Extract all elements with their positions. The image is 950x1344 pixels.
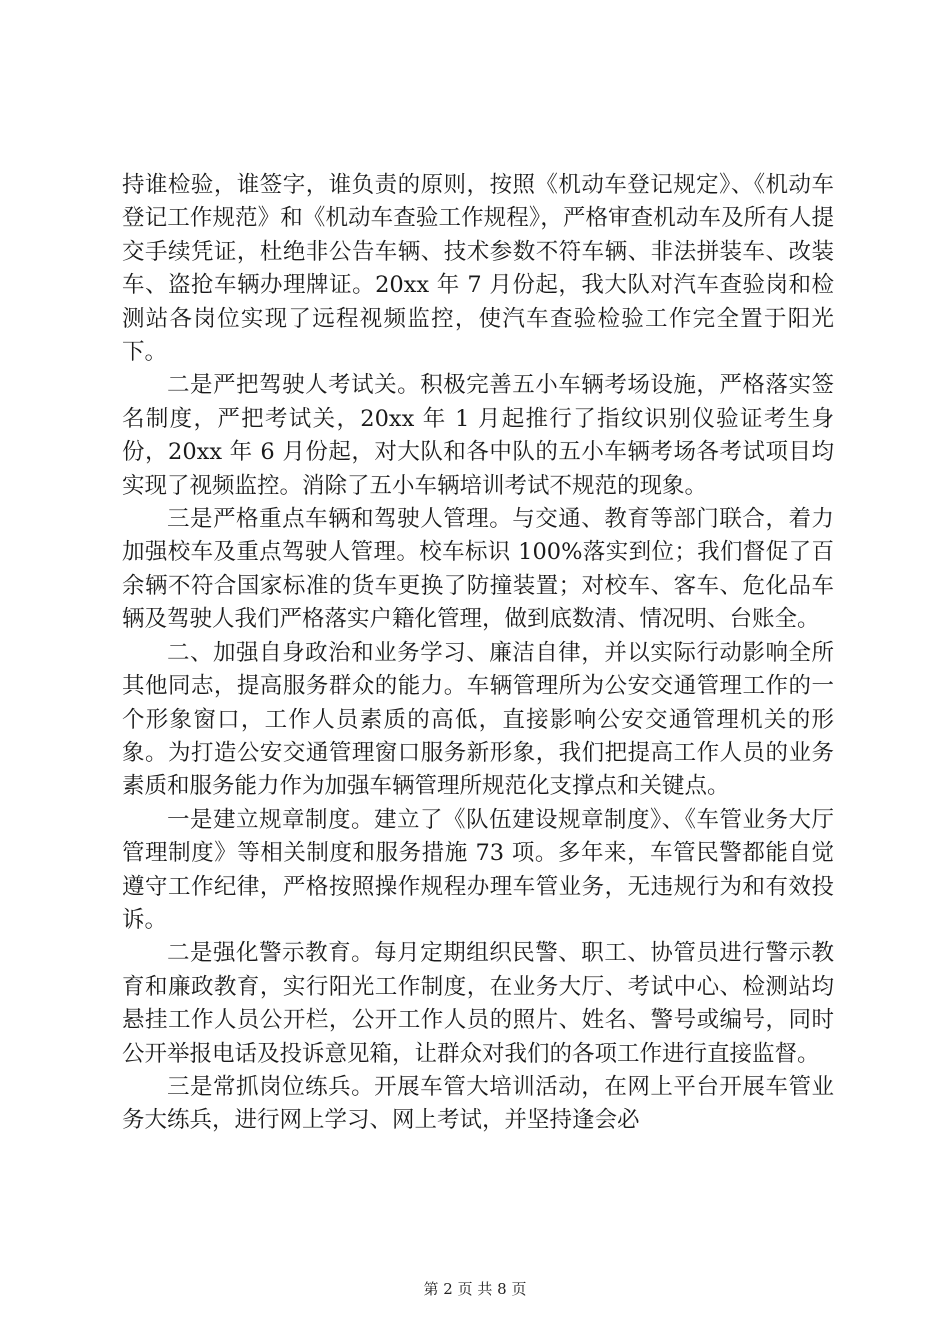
document-body xyxy=(122,169,834,1138)
paragraph-5: 一是建立规章制度。建立了《队伍建设规章制度》、《车管业务大厅管理制度》等相关制度和服务措施 73 项。多年来，车管民警都能自觉遵守工作纪律，严格按照操作规程办理车管业务，无违规行为和有效投诉。 xyxy=(122,806,834,933)
paragraph-1: 持谁检验，谁签字，谁负责的原则，按照《机动车登记规定》、《机动车登记工作规范》和《机动车查验工作规程》，严格审查机动车及所有人提交手续凭证，杜绝非公告车辆、技术参数不符车辆、非法拼装车、改装车、盗抢车辆办理牌证。20xx 年 7 月份起，我大队对汽车查验岗和检测站各岗位实现了远程视频监控，使汽车查验检验工作完全置于阳光下。 xyxy=(122,172,834,366)
page-footer: 第 2 页 共 8 页 xyxy=(423,1280,527,1298)
paragraph-6: 二是强化警示教育。每月定期组织民警、职工、协管员进行警示教育和廉政教育，实行阳光工作制度，在业务大厅、考试中心、检测站均悬挂工作人员公开栏，公开工作人员的照片、姓名、警号或编号，同时公开举报电话及投诉意见箱，让群众对我们的各项工作进行直接监督。 xyxy=(122,940,834,1067)
paragraph-3: 三是严格重点车辆和驾驶人管理。与交通、教育等部门联合，着力加强校车及重点驾驶人管理。校车标识 100%落实到位；我们督促了百余辆不符合国家标准的货车更换了防撞装置；对校车、客车、危化品车辆及驾驶人我们严格落实户籍化管理，做到底数清、情况明、台账全。 xyxy=(122,506,834,633)
paragraph-7: 三是常抓岗位练兵。开展车管大培训活动，在网上平台开展车管业务大练兵，进行网上学习、网上考试，并坚持逢会必 xyxy=(122,1073,834,1134)
paragraph-2: 二是严把驾驶人考试关。积极完善五小车辆考场设施，严格落实签名制度，严把考试关，20xx 年 1 月起推行了指纹识别仪验证考生身份，20xx 年 6 月份起，对大队和各中队的五小车辆考场各考试项目均实现了视频监控。消除了五小车辆培训考试不规范的现象。 xyxy=(122,372,834,499)
paragraph-4: 二、加强自身政治和业务学习、廉洁自律，并以实际行动影响全所其他同志，提高服务群众的能力。车辆管理所为公安交通管理工作的一个形象窗口，工作人员素质的高低，直接影响公安交通管理机关的形象。为打造公安交通管理窗口服务新形象，我们把提高工作人员的业务素质和服务能力作为加强车辆管理所规范化支撑点和关键点。 xyxy=(122,639,834,800)
